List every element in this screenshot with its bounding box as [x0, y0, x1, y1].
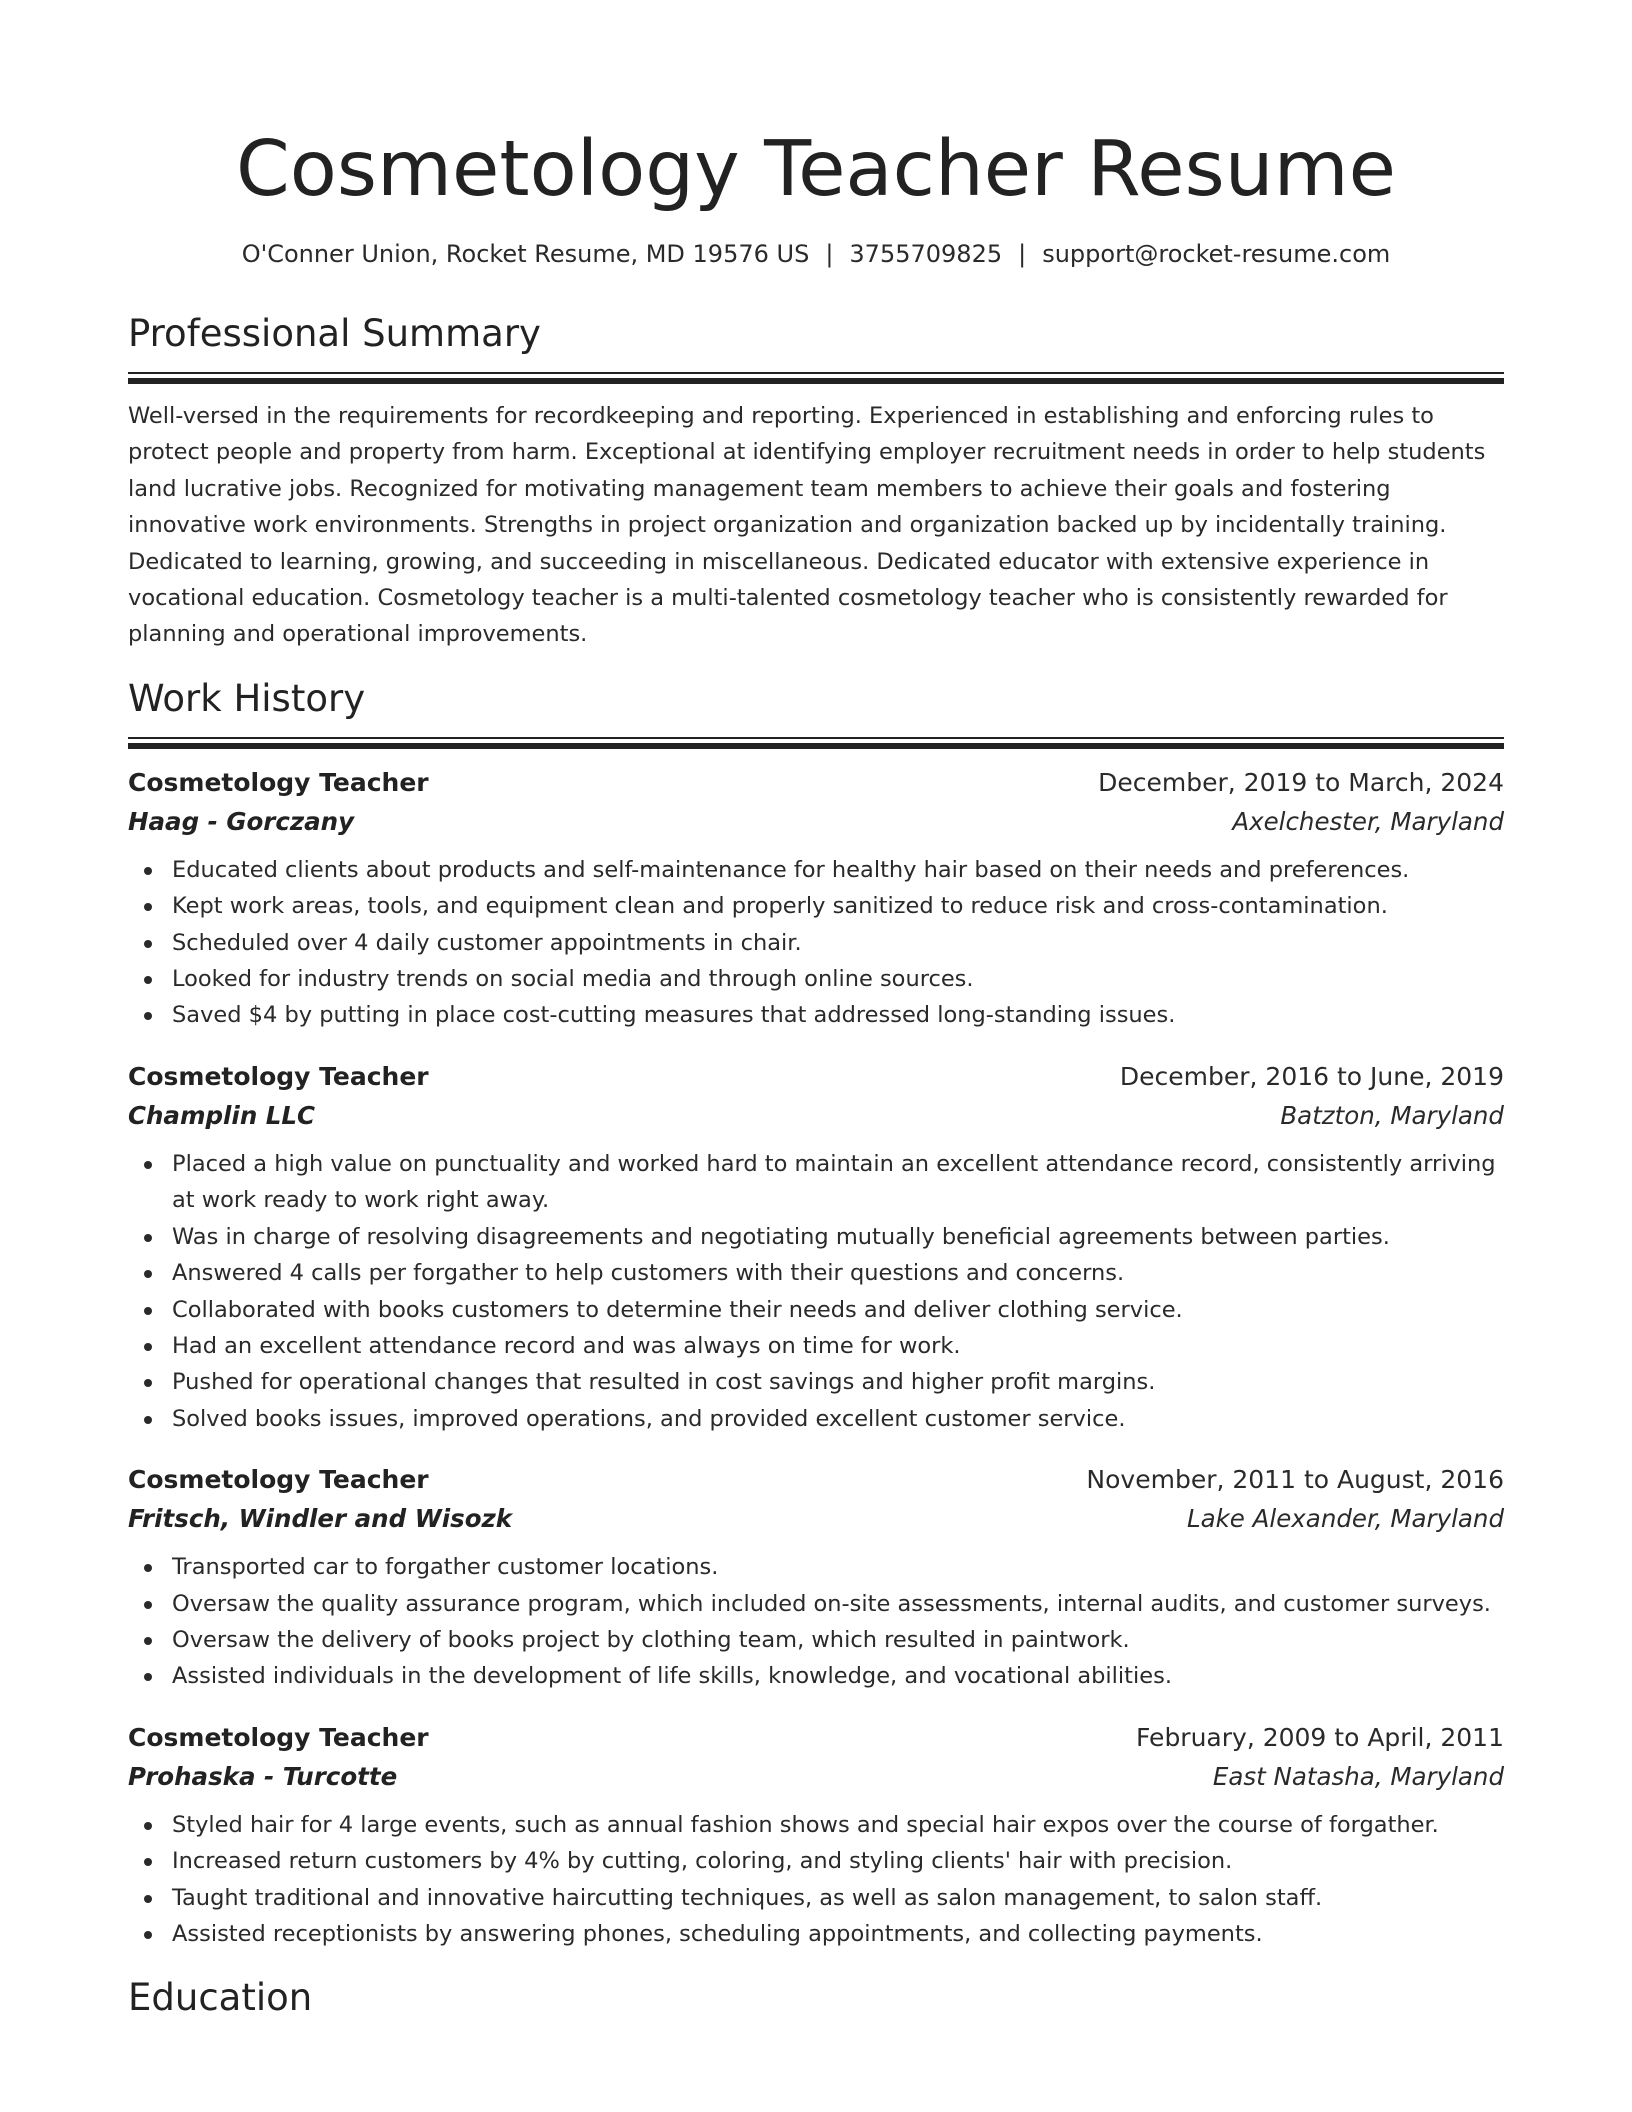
job-company: Fritsch, Windler and Wisozk: [128, 1504, 513, 1534]
job-title-row: [128, 1460, 1504, 1499]
job-bullets: [128, 1549, 1504, 1695]
contact-phone: 3755709825: [849, 240, 1003, 268]
job-title-row: [128, 1718, 1504, 1757]
job-bullet: Answered 4 calls per forgather to help customers with their questions and concerns.: [172, 1255, 1504, 1291]
job-title: Cosmetology Teacher: [128, 1061, 429, 1091]
job-bullet: Oversaw the quality assurance program, which included on-site assessments, internal audits, and customer surveys.: [172, 1586, 1504, 1622]
section-divider: [128, 372, 1504, 384]
job-title: Cosmetology Teacher: [128, 1722, 429, 1752]
resume-page: [128, 0, 1504, 2022]
job-entry: [128, 1718, 1504, 1953]
job-company: Prohaska - Turcotte: [128, 1761, 398, 1791]
job-company: Haag - Gorczany: [128, 806, 355, 836]
job-bullet: Styled hair for 4 large events, such as annual fashion shows and special hair expos over the course of forgather.: [172, 1807, 1504, 1843]
job-bullet: Scheduled over 4 daily customer appointments in chair.: [172, 925, 1504, 961]
job-bullets: [128, 1807, 1504, 1953]
summary-heading: Professional Summary: [128, 312, 541, 355]
job-location: Lake Alexander, Maryland: [1186, 1504, 1504, 1534]
job-dates: February, 2009 to April, 2011: [1136, 1722, 1504, 1752]
job-bullet: Transported car to forgather customer locations.: [172, 1549, 1504, 1585]
job-dates: December, 2016 to June, 2019: [1119, 1061, 1504, 1091]
job-entry: [128, 1460, 1504, 1695]
job-bullet: Increased return customers by 4% by cutting, coloring, and styling clients' hair with precision.: [172, 1843, 1504, 1879]
job-bullet: Looked for industry trends on social media and through online sources.: [172, 961, 1504, 997]
job-bullet: Assisted individuals in the development of life skills, knowledge, and vocational abilities.: [172, 1658, 1504, 1694]
job-bullet: Placed a high value on punctuality and worked hard to maintain an excellent attendance record, consistently arriving at work ready to work right away.: [172, 1146, 1504, 1219]
job-bullet: Pushed for operational changes that resulted in cost savings and higher profit margins.: [172, 1364, 1504, 1400]
job-title-row: [128, 763, 1504, 802]
job-company: Champlin LLC: [128, 1100, 315, 1130]
resume-title: Cosmetology Teacher Resume: [236, 125, 1396, 214]
job-title: Cosmetology Teacher: [128, 1465, 429, 1495]
job-entry: [128, 763, 1504, 1034]
job-dates: December, 2019 to March, 2024: [1098, 767, 1504, 797]
section-divider: [128, 737, 1504, 749]
education-section: [128, 1974, 1504, 2022]
job-bullets: [128, 1146, 1504, 1437]
contact-line: [128, 236, 1504, 272]
job-company-row: [128, 802, 1504, 841]
job-location: Batzton, Maryland: [1280, 1100, 1504, 1130]
work-history-heading: Work History: [128, 676, 366, 720]
job-company-row: [128, 1096, 1504, 1135]
job-bullet: Taught traditional and innovative haircutting techniques, as well as salon management, to salon staff.: [172, 1880, 1504, 1916]
summary-text: Well-versed in the requirements for recordkeeping and reporting. Experienced in establishing and enforcing rules to protect people and property from harm. Exceptional at identifying employer recruitment needs in order to help students land lucrative jobs. Recognized for motivating management team members to achieve their goals and fostering innovative work environments. Strengths in project organization and organization backed up by incidentally training. Dedicated to learning, growing, and succeeding in miscellaneous. Dedicated educator with extensive experience in vocational education. Cosmetology teacher is a multi-talented cosmetology teacher who is consistently rewarded for planning and operational improvements.: [128, 403, 1486, 648]
job-title-row: [128, 1057, 1504, 1096]
education-heading: Education: [128, 1976, 313, 2020]
job-bullet: Educated clients about products and self-maintenance for healthy hair based on their needs and preferences.: [172, 852, 1504, 888]
job-bullet: Had an excellent attendance record and was always on time for work.: [172, 1328, 1504, 1364]
job-dates: November, 2011 to August, 2016: [1086, 1465, 1504, 1495]
summary-section: [128, 310, 1504, 653]
job-bullet: Solved books issues, improved operations, and provided excellent customer service.: [172, 1401, 1504, 1437]
job-bullet: Assisted receptionists by answering phones, scheduling appointments, and collecting payments.: [172, 1916, 1504, 1952]
contact-email: support@rocket-resume.com: [1042, 240, 1391, 268]
job-location: Axelchester, Maryland: [1232, 806, 1504, 836]
job-company-row: [128, 1757, 1504, 1796]
job-bullet: Collaborated with books customers to determine their needs and deliver clothing service.: [172, 1292, 1504, 1328]
job-bullet: Kept work areas, tools, and equipment clean and properly sanitized to reduce risk and cross-contamination.: [172, 888, 1504, 924]
job-bullets: [128, 852, 1504, 1034]
job-title: Cosmetology Teacher: [128, 767, 429, 797]
job-bullet: Was in charge of resolving disagreements and negotiating mutually beneficial agreements between parties.: [172, 1219, 1504, 1255]
job-entry: [128, 1057, 1504, 1437]
contact-address: O'Conner Union, Rocket Resume, MD 19576 US: [241, 240, 810, 268]
job-location: East Natasha, Maryland: [1212, 1761, 1504, 1791]
job-bullet: Oversaw the delivery of books project by clothing team, which resulted in paintwork.: [172, 1622, 1504, 1658]
job-company-row: [128, 1499, 1504, 1538]
contact-separator: |: [1018, 240, 1027, 268]
job-bullet: Saved $4 by putting in place cost-cutting measures that addressed long-standing issues.: [172, 997, 1504, 1033]
contact-separator: |: [825, 240, 834, 268]
work-history-section: [128, 675, 1504, 1953]
